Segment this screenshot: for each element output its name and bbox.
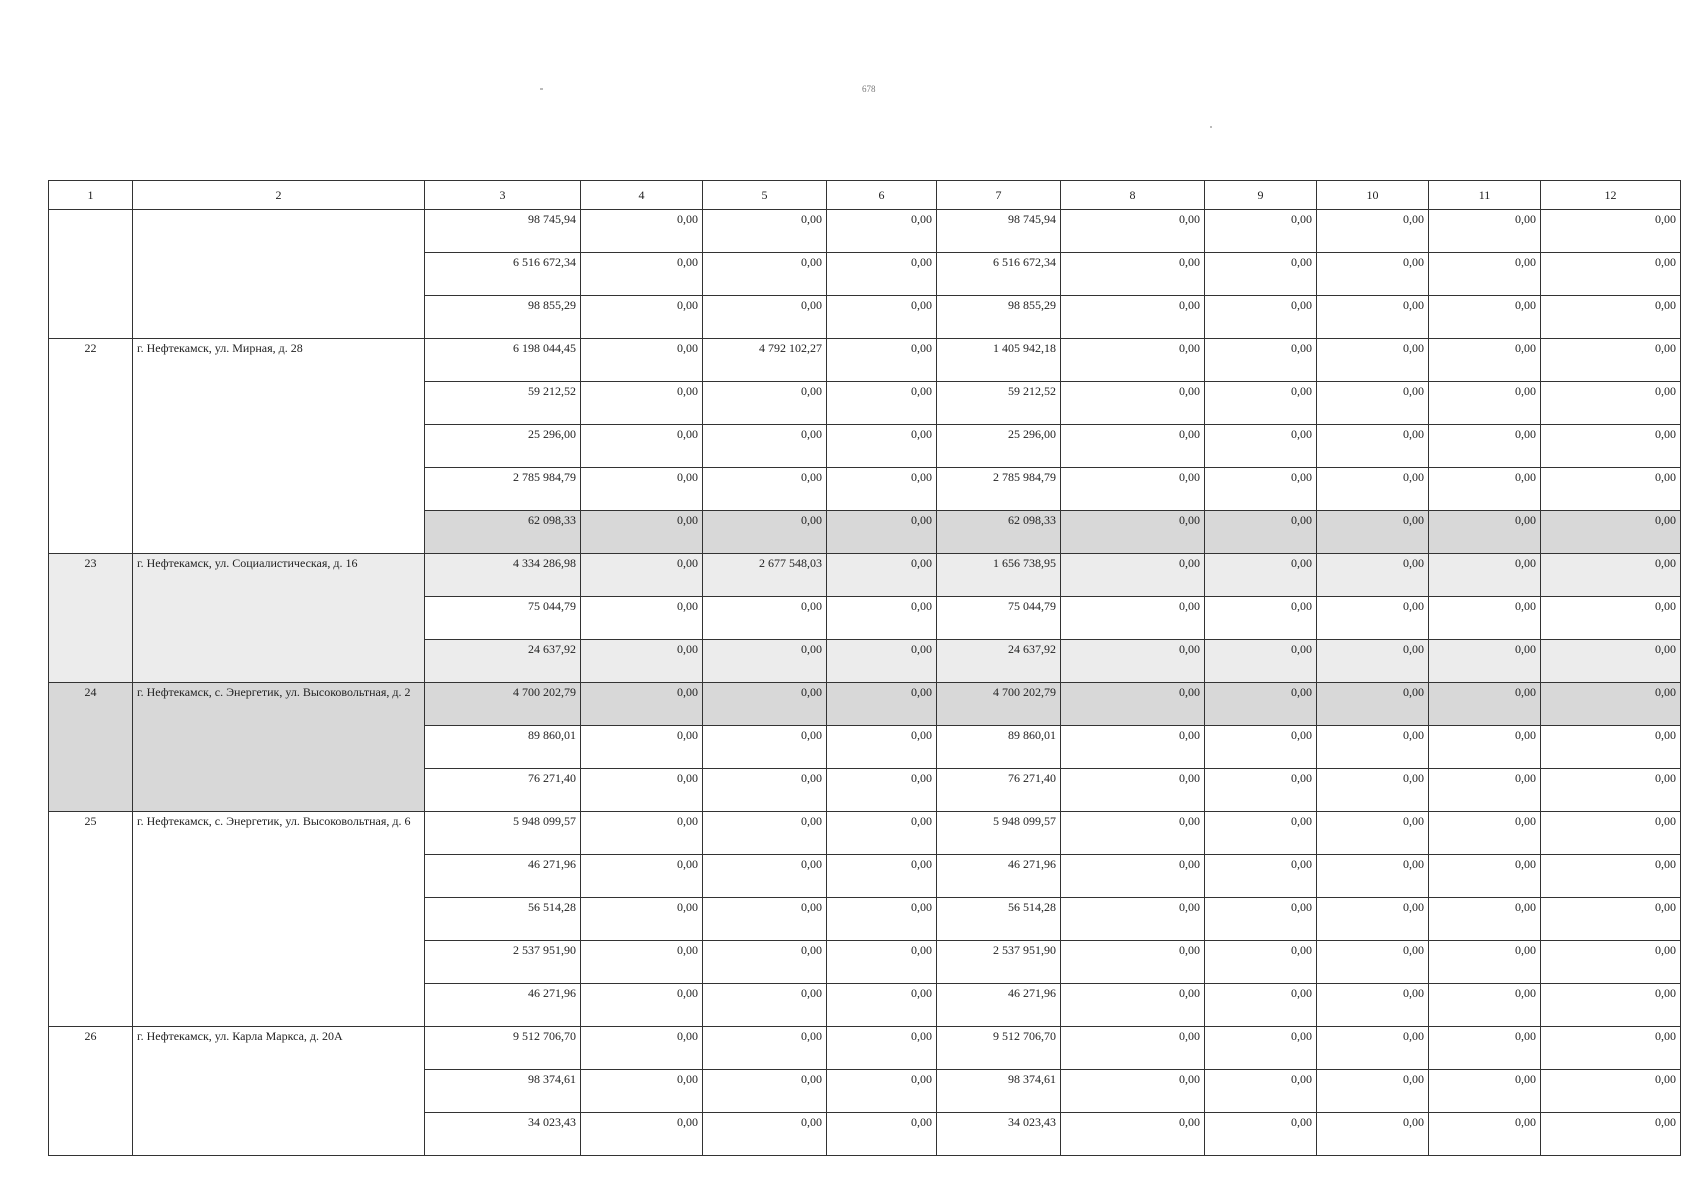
value-cell: 0,00 [827, 726, 937, 769]
value-cell: 0,00 [1061, 855, 1205, 898]
value-cell: 0,00 [827, 511, 937, 554]
value-cell: 2 677 548,03 [703, 554, 827, 597]
value-cell: 0,00 [703, 726, 827, 769]
value-cell: 0,00 [703, 898, 827, 941]
value-cell: 0,00 [703, 984, 827, 1027]
value-cell: 0,00 [581, 554, 703, 597]
value-cell: 59 212,52 [425, 382, 581, 425]
row-index: 24 [49, 683, 133, 812]
value-cell: 6 516 672,34 [425, 253, 581, 296]
value-cell: 0,00 [1429, 597, 1541, 640]
value-cell: 0,00 [827, 425, 937, 468]
value-cell: 9 512 706,70 [937, 1027, 1061, 1070]
value-cell: 0,00 [1541, 253, 1681, 296]
page-number: 678 [862, 84, 876, 94]
value-cell: 0,00 [827, 597, 937, 640]
value-cell: 2 537 951,90 [425, 941, 581, 984]
table-row [49, 210, 1681, 253]
value-cell: 0,00 [1317, 683, 1429, 726]
value-cell: 0,00 [1061, 726, 1205, 769]
value-cell: 34 023,43 [425, 1113, 581, 1156]
value-cell: 98 374,61 [937, 1070, 1061, 1113]
address-cell: г. Нефтекамск, ул. Карла Маркса, д. 20А [133, 1027, 425, 1156]
value-cell: 0,00 [581, 898, 703, 941]
value-cell: 0,00 [1429, 812, 1541, 855]
row-index: 26 [49, 1027, 133, 1156]
value-cell: 0,00 [1205, 468, 1317, 511]
value-cell: 0,00 [1429, 984, 1541, 1027]
table-row [49, 1027, 1681, 1070]
value-cell: 0,00 [1429, 898, 1541, 941]
value-cell: 59 212,52 [937, 382, 1061, 425]
value-cell: 0,00 [1541, 769, 1681, 812]
value-cell: 0,00 [1317, 812, 1429, 855]
value-cell: 0,00 [1317, 855, 1429, 898]
value-cell: 0,00 [703, 425, 827, 468]
value-cell: 56 514,28 [937, 898, 1061, 941]
value-cell: 0,00 [581, 382, 703, 425]
value-cell: 0,00 [1061, 425, 1205, 468]
value-cell: 62 098,33 [937, 511, 1061, 554]
value-cell: 0,00 [703, 1027, 827, 1070]
value-cell: 6 516 672,34 [937, 253, 1061, 296]
value-cell: 0,00 [1429, 683, 1541, 726]
value-cell: 0,00 [1061, 253, 1205, 296]
value-cell: 98 745,94 [937, 210, 1061, 253]
value-cell: 0,00 [1541, 1027, 1681, 1070]
value-cell: 0,00 [1061, 511, 1205, 554]
value-cell: 4 792 102,27 [703, 339, 827, 382]
value-cell: 0,00 [1061, 382, 1205, 425]
column-header-4: 4 [581, 181, 703, 210]
value-cell: 0,00 [1061, 984, 1205, 1027]
value-cell: 0,00 [1205, 339, 1317, 382]
value-cell: 46 271,96 [937, 855, 1061, 898]
value-cell: 0,00 [1061, 640, 1205, 683]
value-cell: 0,00 [827, 253, 937, 296]
value-cell: 0,00 [827, 1070, 937, 1113]
value-cell: 0,00 [1317, 898, 1429, 941]
column-header-9: 9 [1205, 181, 1317, 210]
table-row [49, 812, 1681, 855]
value-cell: 0,00 [1205, 511, 1317, 554]
value-cell: 0,00 [1429, 1027, 1541, 1070]
value-cell: 0,00 [1541, 425, 1681, 468]
value-cell: 0,00 [703, 941, 827, 984]
value-cell: 0,00 [1429, 296, 1541, 339]
row-index [49, 210, 133, 339]
value-cell: 0,00 [1061, 1027, 1205, 1070]
value-cell: 0,00 [827, 296, 937, 339]
value-cell: 0,00 [1205, 640, 1317, 683]
value-cell: 0,00 [827, 984, 937, 1027]
value-cell: 0,00 [1061, 898, 1205, 941]
value-cell: 0,00 [827, 1113, 937, 1156]
value-cell: 0,00 [827, 683, 937, 726]
value-cell: 89 860,01 [425, 726, 581, 769]
value-cell: 9 512 706,70 [425, 1027, 581, 1070]
value-cell: 0,00 [1205, 683, 1317, 726]
value-cell: 56 514,28 [425, 898, 581, 941]
value-cell: 0,00 [1317, 597, 1429, 640]
value-cell: 0,00 [1317, 640, 1429, 683]
value-cell: 0,00 [1541, 597, 1681, 640]
value-cell: 0,00 [1541, 855, 1681, 898]
row-index: 25 [49, 812, 133, 1027]
value-cell: 0,00 [1205, 253, 1317, 296]
value-cell: 0,00 [1317, 296, 1429, 339]
value-cell: 0,00 [827, 339, 937, 382]
value-cell: 0,00 [1541, 1070, 1681, 1113]
row-index: 23 [49, 554, 133, 683]
value-cell: 0,00 [1429, 210, 1541, 253]
value-cell: 0,00 [1061, 941, 1205, 984]
table-row [49, 554, 1681, 597]
document-table-container [48, 180, 1680, 1156]
value-cell: 0,00 [1541, 210, 1681, 253]
value-cell: 0,00 [1429, 855, 1541, 898]
value-cell: 0,00 [1061, 597, 1205, 640]
value-cell: 0,00 [581, 726, 703, 769]
value-cell: 0,00 [1317, 382, 1429, 425]
value-cell: 46 271,96 [937, 984, 1061, 1027]
value-cell: 0,00 [581, 1027, 703, 1070]
value-cell: 0,00 [1541, 511, 1681, 554]
value-cell: 0,00 [1205, 1070, 1317, 1113]
value-cell: 25 296,00 [937, 425, 1061, 468]
value-cell: 1 656 738,95 [937, 554, 1061, 597]
value-cell: 0,00 [827, 1027, 937, 1070]
value-cell: 0,00 [703, 855, 827, 898]
value-cell: 0,00 [1061, 769, 1205, 812]
value-cell: 0,00 [581, 511, 703, 554]
value-cell: 98 855,29 [425, 296, 581, 339]
value-cell: 4 700 202,79 [937, 683, 1061, 726]
value-cell: 0,00 [1205, 812, 1317, 855]
scan-speck [540, 88, 543, 90]
value-cell: 5 948 099,57 [425, 812, 581, 855]
value-cell: 0,00 [1061, 683, 1205, 726]
value-cell: 0,00 [1205, 1027, 1317, 1070]
value-cell: 0,00 [1205, 984, 1317, 1027]
value-cell: 0,00 [581, 339, 703, 382]
value-cell: 0,00 [827, 210, 937, 253]
value-cell: 0,00 [827, 382, 937, 425]
value-cell: 0,00 [1205, 726, 1317, 769]
value-cell: 0,00 [703, 296, 827, 339]
value-cell: 0,00 [703, 468, 827, 511]
value-cell: 0,00 [581, 984, 703, 1027]
value-cell: 2 537 951,90 [937, 941, 1061, 984]
value-cell: 0,00 [1317, 726, 1429, 769]
address-cell: г. Нефтекамск, с. Энергетик, ул. Высоковольтная, д. 6 [133, 812, 425, 1027]
value-cell: 0,00 [1205, 769, 1317, 812]
value-cell: 0,00 [1429, 941, 1541, 984]
column-header-12: 12 [1541, 181, 1681, 210]
value-cell: 2 785 984,79 [425, 468, 581, 511]
value-cell: 0,00 [1429, 425, 1541, 468]
column-header-3: 3 [425, 181, 581, 210]
value-cell: 0,00 [1541, 382, 1681, 425]
column-header-8: 8 [1061, 181, 1205, 210]
address-cell: г. Нефтекамск, ул. Мирная, д. 28 [133, 339, 425, 554]
value-cell: 0,00 [1205, 554, 1317, 597]
column-header-1: 1 [49, 181, 133, 210]
value-cell: 0,00 [703, 511, 827, 554]
value-cell: 4 334 286,98 [425, 554, 581, 597]
value-cell: 24 637,92 [937, 640, 1061, 683]
value-cell: 0,00 [1317, 941, 1429, 984]
value-cell: 0,00 [1429, 1113, 1541, 1156]
value-cell: 76 271,40 [425, 769, 581, 812]
value-cell: 0,00 [703, 210, 827, 253]
value-cell: 0,00 [1061, 339, 1205, 382]
value-cell: 0,00 [703, 1113, 827, 1156]
value-cell: 75 044,79 [937, 597, 1061, 640]
value-cell: 0,00 [581, 683, 703, 726]
value-cell: 0,00 [1541, 640, 1681, 683]
value-cell: 0,00 [1317, 1070, 1429, 1113]
value-cell: 0,00 [1317, 253, 1429, 296]
value-cell: 0,00 [581, 1113, 703, 1156]
value-cell: 0,00 [581, 253, 703, 296]
value-cell: 0,00 [581, 941, 703, 984]
value-cell: 0,00 [1205, 898, 1317, 941]
value-cell: 0,00 [827, 554, 937, 597]
row-index: 22 [49, 339, 133, 554]
value-cell: 0,00 [581, 425, 703, 468]
value-cell: 0,00 [1429, 468, 1541, 511]
value-cell: 0,00 [1429, 382, 1541, 425]
value-cell: 98 374,61 [425, 1070, 581, 1113]
value-cell: 0,00 [581, 640, 703, 683]
value-cell: 0,00 [703, 769, 827, 812]
value-cell: 0,00 [1317, 511, 1429, 554]
table-body [49, 210, 1681, 1156]
value-cell: 0,00 [827, 898, 937, 941]
value-cell: 0,00 [703, 640, 827, 683]
value-cell: 0,00 [1429, 511, 1541, 554]
value-cell: 0,00 [827, 640, 937, 683]
value-cell: 0,00 [1429, 253, 1541, 296]
value-cell: 0,00 [1061, 296, 1205, 339]
value-cell: 0,00 [1061, 210, 1205, 253]
value-cell: 0,00 [1317, 210, 1429, 253]
column-header-5: 5 [703, 181, 827, 210]
value-cell: 6 198 044,45 [425, 339, 581, 382]
value-cell: 62 098,33 [425, 511, 581, 554]
value-cell: 0,00 [1541, 1113, 1681, 1156]
table-row [49, 339, 1681, 382]
value-cell: 0,00 [581, 296, 703, 339]
value-cell: 0,00 [1317, 468, 1429, 511]
value-cell: 0,00 [1205, 597, 1317, 640]
value-cell: 0,00 [1061, 554, 1205, 597]
value-cell: 0,00 [1061, 812, 1205, 855]
value-cell: 0,00 [581, 812, 703, 855]
value-cell: 0,00 [703, 683, 827, 726]
value-cell: 0,00 [1429, 339, 1541, 382]
value-cell: 0,00 [827, 812, 937, 855]
value-cell: 98 745,94 [425, 210, 581, 253]
value-cell: 0,00 [1317, 554, 1429, 597]
value-cell: 0,00 [1429, 640, 1541, 683]
value-cell: 46 271,96 [425, 855, 581, 898]
value-cell: 0,00 [1541, 554, 1681, 597]
value-cell: 0,00 [1541, 296, 1681, 339]
value-cell: 0,00 [581, 210, 703, 253]
value-cell: 0,00 [581, 1070, 703, 1113]
value-cell: 0,00 [1061, 468, 1205, 511]
value-cell: 0,00 [1429, 769, 1541, 812]
column-header-10: 10 [1317, 181, 1429, 210]
column-header-6: 6 [827, 181, 937, 210]
value-cell: 0,00 [1317, 1027, 1429, 1070]
value-cell: 0,00 [1061, 1070, 1205, 1113]
value-cell: 0,00 [1541, 984, 1681, 1027]
value-cell: 0,00 [1429, 1070, 1541, 1113]
value-cell: 0,00 [1317, 339, 1429, 382]
value-cell: 2 785 984,79 [937, 468, 1061, 511]
header-row [49, 181, 1681, 210]
value-cell: 0,00 [1205, 382, 1317, 425]
table-row [49, 683, 1681, 726]
value-cell: 0,00 [1541, 683, 1681, 726]
value-cell: 0,00 [703, 253, 827, 296]
value-cell: 0,00 [1061, 1113, 1205, 1156]
value-cell: 24 637,92 [425, 640, 581, 683]
scan-speck [1210, 126, 1212, 128]
value-cell: 0,00 [1317, 1113, 1429, 1156]
value-cell: 0,00 [1541, 898, 1681, 941]
value-cell: 0,00 [1205, 941, 1317, 984]
value-cell: 0,00 [1541, 726, 1681, 769]
value-cell: 0,00 [1205, 855, 1317, 898]
address-cell: г. Нефтекамск, с. Энергетик, ул. Высоковольтная, д. 2 [133, 683, 425, 812]
value-cell: 0,00 [1205, 1113, 1317, 1156]
value-cell: 0,00 [581, 597, 703, 640]
value-cell: 0,00 [1541, 468, 1681, 511]
value-cell: 0,00 [827, 769, 937, 812]
value-cell: 0,00 [581, 855, 703, 898]
value-cell: 0,00 [1317, 769, 1429, 812]
value-cell: 98 855,29 [937, 296, 1061, 339]
value-cell: 0,00 [1541, 339, 1681, 382]
value-cell: 0,00 [1205, 425, 1317, 468]
value-cell: 5 948 099,57 [937, 812, 1061, 855]
address-cell: г. Нефтекамск, ул. Социалистическая, д. 16 [133, 554, 425, 683]
value-cell: 4 700 202,79 [425, 683, 581, 726]
value-cell: 76 271,40 [937, 769, 1061, 812]
value-cell: 75 044,79 [425, 597, 581, 640]
value-cell: 0,00 [703, 1070, 827, 1113]
value-cell: 0,00 [1205, 210, 1317, 253]
value-cell: 0,00 [703, 812, 827, 855]
value-cell: 0,00 [1429, 726, 1541, 769]
document-table [48, 180, 1681, 1156]
column-header-7: 7 [937, 181, 1061, 210]
value-cell: 34 023,43 [937, 1113, 1061, 1156]
value-cell: 1 405 942,18 [937, 339, 1061, 382]
value-cell: 25 296,00 [425, 425, 581, 468]
value-cell: 0,00 [1541, 812, 1681, 855]
value-cell: 0,00 [1429, 554, 1541, 597]
value-cell: 0,00 [827, 855, 937, 898]
value-cell: 0,00 [1317, 984, 1429, 1027]
value-cell: 0,00 [1205, 296, 1317, 339]
value-cell: 0,00 [1317, 425, 1429, 468]
value-cell: 0,00 [703, 382, 827, 425]
value-cell: 0,00 [581, 468, 703, 511]
address-cell [133, 210, 425, 339]
column-header-11: 11 [1429, 181, 1541, 210]
value-cell: 0,00 [1541, 941, 1681, 984]
value-cell: 0,00 [581, 769, 703, 812]
column-header-2: 2 [133, 181, 425, 210]
value-cell: 0,00 [827, 941, 937, 984]
value-cell: 0,00 [827, 468, 937, 511]
value-cell: 0,00 [703, 597, 827, 640]
value-cell: 89 860,01 [937, 726, 1061, 769]
value-cell: 46 271,96 [425, 984, 581, 1027]
